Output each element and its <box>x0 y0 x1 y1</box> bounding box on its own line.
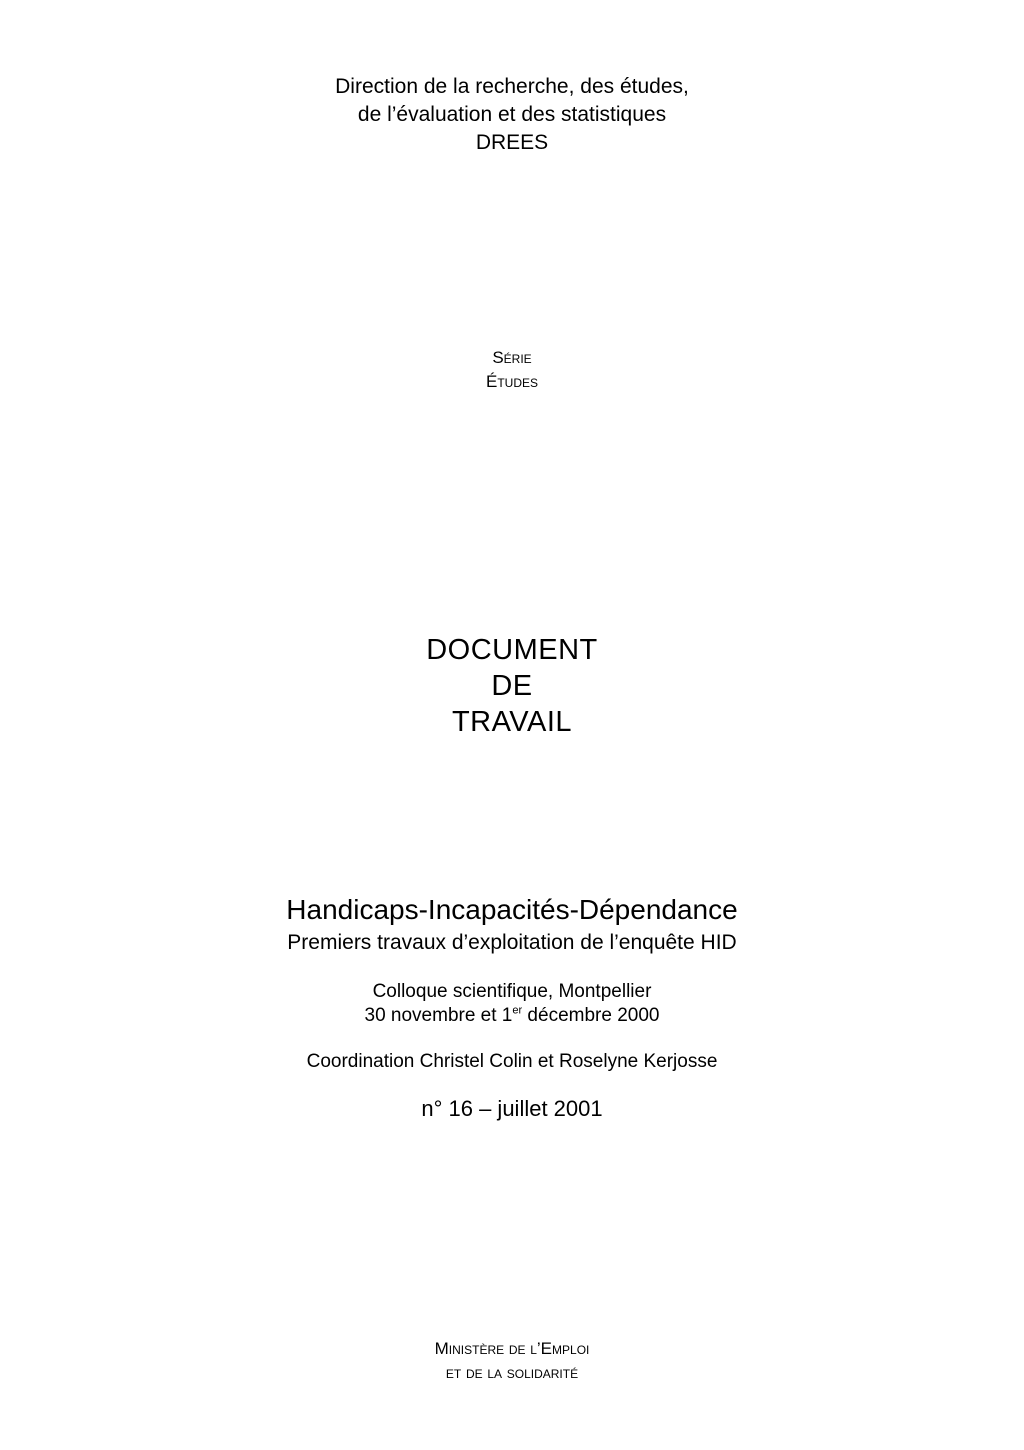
issue-number: n° 16 – juillet 2001 <box>421 1096 603 1121</box>
colloque-title: Colloque scientifique, Montpellier <box>372 981 652 1002</box>
ministry-footer <box>0 1337 1024 1385</box>
colloque-date-superscript: er <box>512 1004 523 1017</box>
series-line-2: Études <box>485 372 538 391</box>
colloque-date <box>0 1004 1024 1028</box>
series-label <box>0 346 1024 394</box>
document-type-line-2: DE <box>491 670 533 702</box>
header-acronym: DREES <box>475 131 549 154</box>
publication-title: Handicaps-Incapacités-Dépendance <box>286 894 738 925</box>
series-line-1: Série <box>492 348 532 367</box>
ministry-line-1: Ministère de l’Emploi <box>434 1339 590 1358</box>
document-type-line-1: DOCUMENT <box>426 634 598 666</box>
colloque-date-end: décembre 2000 <box>522 1005 660 1026</box>
header-line-2: de l’évaluation et des statistiques <box>357 103 667 126</box>
colloque-info <box>0 980 1024 1028</box>
document-type-line-3: TRAVAIL <box>451 706 573 738</box>
publication-subtitle: Premiers travaux d’exploitation de l’enquête HID <box>287 931 737 954</box>
document-type <box>0 632 1024 740</box>
ministry-line-2: et de la solidarité <box>445 1363 579 1382</box>
colloque-date-start: 30 novembre et 1 <box>364 1005 513 1026</box>
header-line-1: Direction de la recherche, des études, <box>335 75 689 98</box>
coordination: Coordination Christel Colin et Roselyne Kerjosse <box>306 1051 718 1072</box>
organization-header <box>0 73 1024 157</box>
